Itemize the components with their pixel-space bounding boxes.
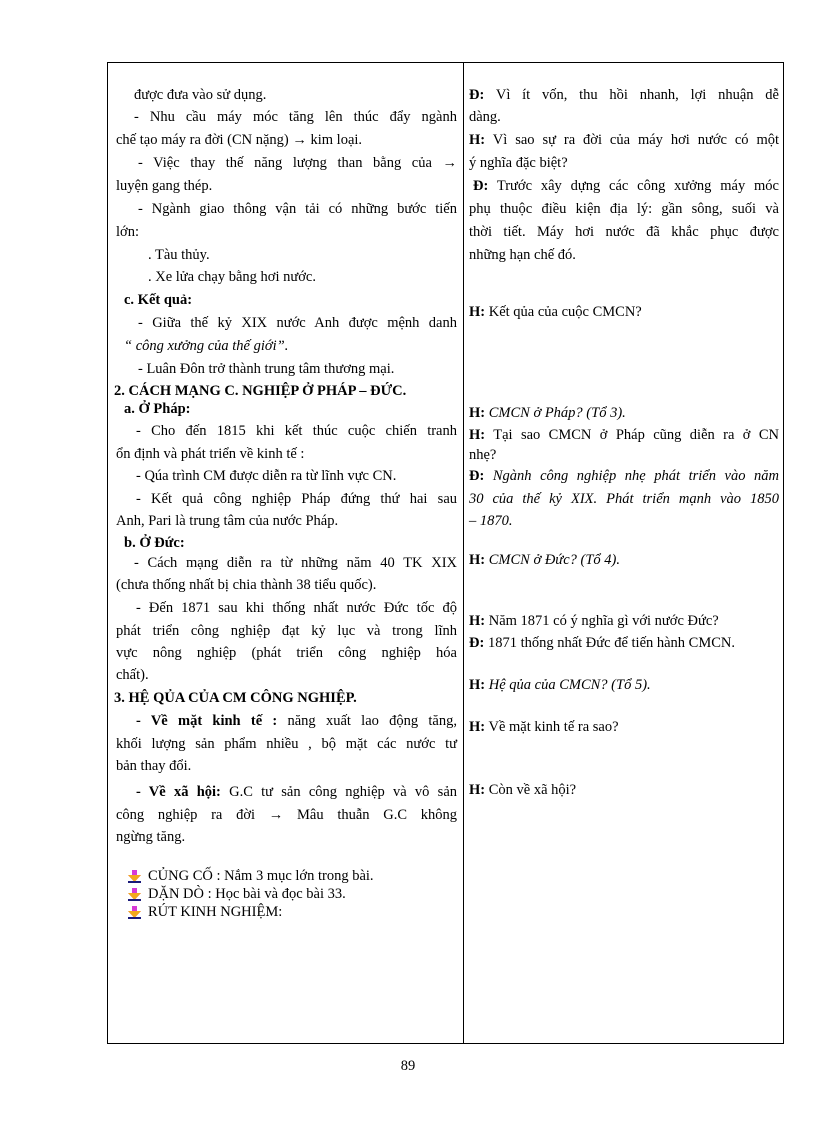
text-span: Tại sao CMCN ở Pháp cũng diễn ra ở CN [493, 427, 780, 443]
text-span: - Về mặt kinh tế : [136, 713, 278, 729]
text-line: . Tàu thủy. [148, 247, 210, 263]
arrow-icon: → [268, 807, 284, 823]
page-number: 89 [400, 1058, 416, 1074]
question-label: H: [469, 405, 486, 421]
question-label: H: [469, 677, 486, 693]
question-label: H: [469, 613, 486, 629]
dan-do-line: DẶN DÒ : Học bài và đọc bài 33. [148, 886, 346, 902]
section-heading: a. Ở Pháp: [124, 401, 191, 417]
question-label: H: [469, 427, 486, 443]
text-line: - Kết quả công nghiệp Pháp đứng thứ hai sau [136, 491, 457, 507]
question-line [469, 550, 779, 570]
text-span: G.C tư sản công nghiệp và vô sản [229, 784, 457, 800]
section-heading: 3. HỆ QỦA CỦA CM CÔNG NGHIỆP. [114, 690, 357, 706]
text-span: CMCN ở Pháp? (Tổ 3). [488, 405, 626, 421]
text-span: Trước xây dựng các công xưởng máy móc [496, 178, 779, 194]
question-line [469, 302, 779, 322]
text-line: ý nghĩa đặc biệt? [469, 155, 568, 171]
question-label: H: [469, 552, 486, 568]
answer-line [469, 466, 779, 486]
text-span: - Việc thay thế năng lượng than bằng của [138, 155, 432, 171]
text-line: thời tiết. Máy hơi nước đã khắc phục được [469, 224, 779, 240]
text-span: công nghiệp ra đời [116, 807, 256, 823]
arrow-icon: → [442, 155, 458, 171]
text-line: dàng. [469, 109, 501, 125]
text-span: Về mặt kinh tế ra sao? [488, 719, 619, 735]
text-line: khối lượng sản phẩm nhiều , bộ mặt các nước tư [116, 736, 457, 752]
question-line [469, 611, 779, 631]
text-line: Anh, Pari là trung tâm của nước Pháp. [116, 513, 339, 529]
question-line [469, 675, 779, 695]
text-line: - Ngành giao thông vận tải có những bước tiến [138, 201, 457, 217]
text-span: Còn về xã hội? [488, 782, 577, 798]
section-heading: b. Ở Đức: [124, 535, 185, 551]
text-line: phát triển công nghiệp đạt kỷ lục và trong lĩnh [116, 623, 457, 639]
text-line: ổn định và phát triển về kinh tế : [116, 446, 305, 462]
text-line: - Đến 1871 sau khi thống nhất nước Đức tốc độ [136, 600, 457, 616]
answer-label: Đ: [473, 178, 489, 194]
text-line: – 1870. [469, 513, 513, 529]
question-label: H: [469, 782, 486, 798]
text-line: lớn: [116, 224, 139, 240]
arrow-icon: → [292, 132, 307, 148]
text-line [116, 153, 457, 173]
question-label: H: [469, 132, 486, 148]
question-line [469, 780, 779, 800]
text-span: Hệ qủa của CMCN? (Tổ 5). [488, 677, 651, 693]
text-line: bản thay đổi. [116, 758, 192, 774]
question-line [469, 717, 779, 737]
text-line [116, 805, 457, 825]
text-span: Năm 1871 có ý nghĩa gì với nước Đức? [488, 613, 719, 629]
column-divider [463, 63, 464, 1043]
text-line: (chưa thống nhất bị chia thành 38 tiểu quốc). [116, 577, 377, 593]
answer-label: Đ: [469, 87, 485, 103]
text-line: - Luân Đôn trở thành trung tâm thương mại. [138, 361, 395, 377]
question-line [469, 403, 779, 423]
text-span: 1871 thống nhất Đức để tiến hành CMCN. [487, 635, 736, 651]
text-line: . Xe lửa chạy bằng hơi nước. [148, 269, 316, 285]
text-span: CMCN ở Đức? (Tổ 4). [488, 552, 620, 568]
question-line [469, 425, 779, 445]
text-span: Vì ít vốn, thu hồi nhanh, lợi nhuận dễ [495, 87, 779, 103]
question-line [469, 130, 779, 150]
question-label: H: [469, 304, 486, 320]
answer-line [469, 176, 779, 196]
text-span: kim loại. [310, 132, 363, 148]
text-span: Vì sao sự ra đời của máy hơi nước có một [492, 132, 780, 148]
text-line [116, 711, 457, 731]
text-line: những hạn chế đó. [469, 247, 576, 263]
cung-co-line: CỦNG CỐ : Nắm 3 mục lớn trong bài. [148, 868, 374, 884]
text-span: chế tạo máy ra đời (CN nặng) [116, 132, 289, 148]
text-span: năng xuất lao động tăng, [287, 713, 457, 729]
answer-label: Đ: [469, 635, 485, 651]
text-line: - Cách mạng diễn ra từ những năm 40 TK XIX [134, 555, 457, 571]
question-label: H: [469, 719, 486, 735]
text-span: Mâu thuẫn G.C không [297, 807, 458, 823]
text-line: phụ thuộc điều kiện địa lý: gần sông, suối và [469, 201, 779, 217]
text-span: - Về xã hội: [136, 784, 221, 800]
text-line: vực nông nghiệp (phát triển công nghiệp hóa [116, 645, 457, 661]
text-line: 30 của thế kỷ XIX. Phát triển mạnh vào 1850 [469, 491, 779, 507]
lesson-table [107, 62, 784, 1044]
answer-line [469, 85, 779, 105]
rut-kinh-nghiem-line: RÚT KINH NGHIỆM: [148, 904, 283, 920]
text-line: - Giữa thế kỷ XIX nước Anh được mệnh danh [138, 315, 457, 331]
answer-label: Đ: [469, 468, 485, 484]
text-line: được đưa vào sử dụng. [134, 87, 267, 103]
section-heading: c. Kết quả: [124, 292, 193, 308]
section-heading: 2. CÁCH MẠNG C. NGHIỆP Ở PHÁP – ĐỨC. [114, 383, 407, 399]
text-line: chất). [116, 667, 149, 683]
text-span: Ngành công nghiệp nhẹ phát triển vào năm [492, 468, 779, 484]
text-line: - Nhu cầu máy móc tăng lên thúc đẩy ngành [134, 109, 457, 125]
text-line: - Cho đến 1815 khi kết thúc cuộc chiến tranh [136, 423, 457, 439]
text-line [116, 782, 457, 802]
text-line: ngừng tăng. [116, 829, 186, 845]
text-span: Kết qủa của cuộc CMCN? [488, 304, 642, 320]
text-line [116, 130, 457, 150]
text-line: - Qúa trình CM được diễn ra từ lĩnh vực CN. [136, 468, 397, 484]
text-line: “ công xưởng của thế giới”. [124, 338, 289, 354]
text-line: nhẹ? [469, 447, 497, 463]
text-line: luyện gang thép. [116, 178, 213, 194]
answer-line [469, 633, 779, 653]
